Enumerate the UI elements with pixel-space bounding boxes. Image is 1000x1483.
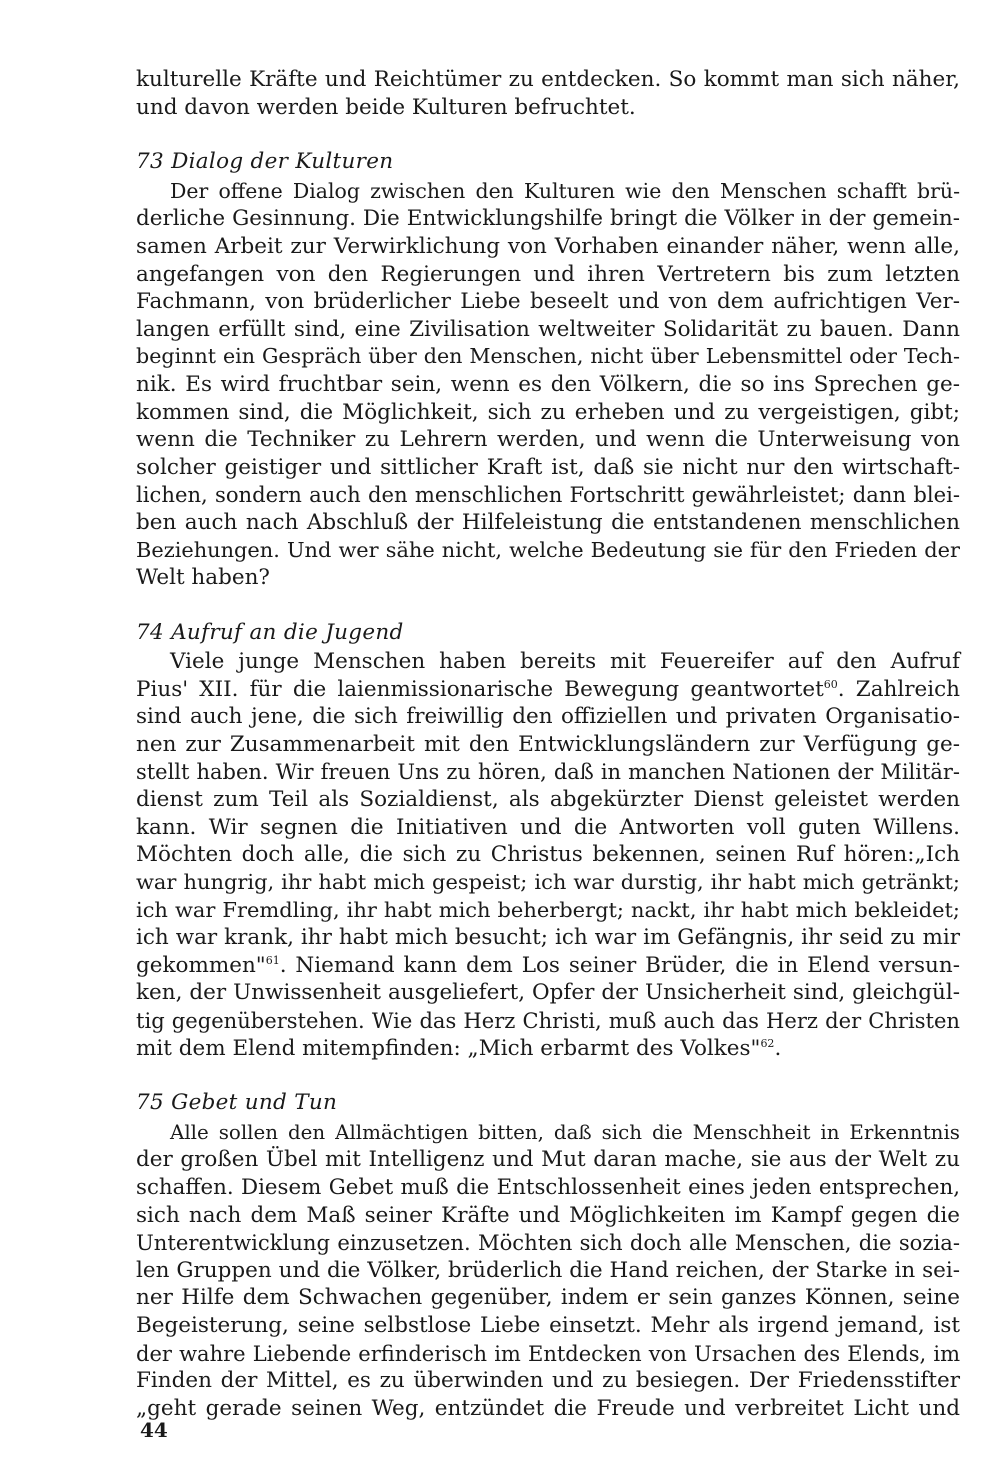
- section-73: [136, 148, 960, 592]
- text-line: Begeisterung, seine selbstlose Liebe einsetzt. Mehr als irgend jemand, ist: [136, 1312, 960, 1338]
- line-text: . Zahlreich: [837, 676, 960, 702]
- text-line: dienst zum Teil als Sozialdienst, als abgekürzter Dienst geleistet werden: [136, 787, 960, 813]
- page-number: 44: [140, 1418, 168, 1442]
- section-heading: 74 Aufruf an die Jugend: [136, 619, 404, 645]
- text-line: sich nach dem Maß seiner Kräfte und Möglichkeiten im Kampf gegen die: [136, 1202, 960, 1228]
- text-line: [136, 676, 960, 704]
- text-line: wenn die Techniker zu Lehrern werden, und wenn die Unterweisung von: [136, 427, 960, 453]
- text-line: lichen, sondern auch den menschlichen Fortschritt gewährleistet; dann blei-: [136, 482, 960, 508]
- text-line: der wahre Liebende erfinderisch im Entdecken von Ursachen des Elends, im: [136, 1340, 960, 1366]
- text-line: nik. Es wird fruchtbar sein, wenn es den Völkern, die so ins Sprechen ge-: [136, 371, 960, 397]
- text-line: „geht gerade seinen Weg, entzündet die Freude und verbreitet Licht und: [136, 1395, 960, 1421]
- section-heading: 75 Gebet und Tun: [136, 1090, 338, 1116]
- text-line: ner Hilfe dem Schwachen gegenüber, indem er sein ganzes Können, seine: [136, 1285, 960, 1311]
- text-line: [136, 952, 960, 980]
- text-line: kommen sind, die Möglichkeit, sich zu erheben und zu vergeistigen, gibt;: [136, 399, 960, 425]
- text-line: nen zur Zusammenarbeit mit den Entwicklungsländern zur Verfügung ge-: [136, 732, 960, 758]
- text-line: der großen Übel mit Intelligenz und Mut daran mache, sie aus der Welt zu: [136, 1147, 960, 1173]
- text-line: war hungrig, ihr habt mich gespeist; ich war durstig, ihr habt mich getränkt;: [136, 870, 960, 895]
- page-body: [136, 66, 960, 1422]
- footnote-marker: 60: [823, 677, 838, 691]
- text-line: derliche Gesinnung. Die Entwicklungshilfe bringt die Völker in der gemein-: [136, 206, 960, 232]
- text-line: Unterentwicklung einzusetzen. Möchten sich doch alle Menschen, die sozia-: [136, 1230, 960, 1256]
- section-74: [136, 619, 960, 1063]
- text-line: kann. Wir segnen die Initiativen und die Antworten voll guten Willens.: [136, 814, 960, 840]
- footnote-marker: 62: [760, 1036, 775, 1050]
- text-line: Der offene Dialog zwischen den Kulturen wie den Menschen schafft brü-: [170, 178, 960, 203]
- line-text: mit dem Elend mitempfinden: „Mich erbarmt des Volkes": [136, 1035, 761, 1061]
- text-line: stellt haben. Wir freuen Uns zu hören, daß in manchen Nationen der Militär-: [136, 759, 960, 784]
- text-line: Fachmann, von brüderlicher Liebe beseelt und von dem aufrichtigen Ver-: [136, 289, 960, 315]
- text-line: ken, der Unwissenheit ausgeliefert, Opfer der Unsicherheit sind, gleichgül-: [136, 980, 960, 1006]
- text-line: Welt haben?: [136, 565, 270, 591]
- text-line: Viele junge Menschen haben bereits mit Feuereifer auf den Aufruf: [170, 649, 960, 675]
- line-text: .: [774, 1035, 782, 1061]
- text-line: und davon werden beide Kulturen befruchtet.: [136, 94, 636, 120]
- text-line: Möchten doch alle, die sich zu Christus bekennen, seinen Ruf hören:„Ich: [136, 842, 960, 868]
- text-line: samen Arbeit zur Verwirklichung von Vorhaben einander näher, wenn alle,: [136, 233, 960, 259]
- section-paragraph: [136, 1119, 960, 1423]
- intro-paragraph: [136, 66, 960, 121]
- text-line: ben auch nach Abschluß der Hilfeleistung die entstandenen menschlichen: [136, 509, 960, 535]
- line-text: gekommen": [136, 952, 266, 978]
- text-line: kulturelle Kräfte und Reichtümer zu entdecken. So kommt man sich näher,: [136, 67, 960, 92]
- text-line: angefangen von den Regierungen und ihren Vertretern bis zum letzten: [136, 261, 960, 287]
- section-paragraph: [136, 648, 960, 1062]
- text-line: Beziehungen. Und wer sähe nicht, welche Bedeutung sie für den Frieden der: [136, 537, 960, 562]
- line-text: . Niemand kann dem Los seiner Brüder, die in Elend versun-: [279, 952, 960, 978]
- text-line: solcher geistiger und sittlicher Kraft ist, daß sie nicht nur den wirtschaft-: [136, 454, 960, 480]
- text-line: tig gegenüberstehen. Wie das Herz Christi, muß auch das Herz der Christen: [136, 1008, 960, 1033]
- text-line: sind auch jene, die sich freiwillig den offiziellen und privaten Organisatio-: [136, 704, 960, 730]
- footnote-marker: 61: [265, 953, 280, 967]
- text-line: beginnt ein Gespräch über den Menschen, nicht über Lebensmittel oder Tech-: [136, 344, 960, 369]
- text-line: len Gruppen und die Völker, brüderlich die Hand reichen, der Starke in sei-: [136, 1257, 960, 1283]
- text-line: ich war Fremdling, ihr habt mich beherbergt; nackt, ihr habt mich bekleidet;: [136, 897, 960, 922]
- line-text: Pius' XII. für die laienmissionarische Bewegung geantwortet: [136, 676, 824, 702]
- section-paragraph: [136, 178, 960, 592]
- text-line: Finden der Mittel, es zu überwinden und zu besiegen. Der Friedensstifter: [136, 1368, 960, 1394]
- text-line: [136, 1035, 960, 1063]
- text-line: ich war krank, ihr habt mich besucht; ich war im Gefängnis, ihr seid zu mir: [136, 925, 960, 951]
- text-line: schaffen. Diesem Gebet muß die Entschlossenheit eines jeden entsprechen,: [136, 1174, 960, 1200]
- text-line: langen erfüllt sind, eine Zivilisation weltweiter Solidarität zu bauen. Dann: [136, 316, 960, 342]
- section-75: [136, 1089, 960, 1422]
- section-heading: 73 Dialog der Kulturen: [136, 149, 394, 175]
- text-line: Alle sollen den Allmächtigen bitten, daß sich die Menschheit in Erkenntnis: [170, 1120, 960, 1144]
